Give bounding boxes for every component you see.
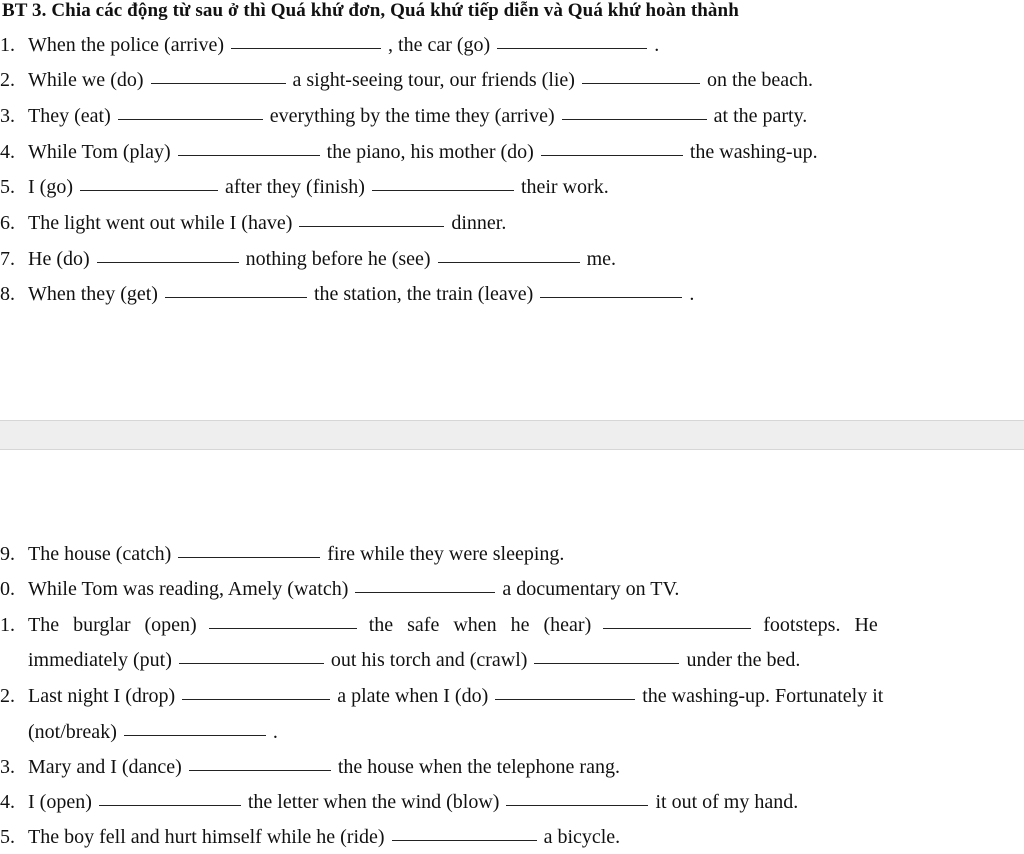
item-text: They (eat) [28, 105, 111, 127]
exercise-item-2 [0, 68, 813, 92]
exercise-item-12 [0, 684, 883, 708]
item-text: the piano, his mother (do) [326, 141, 534, 163]
item-number: 5. [0, 176, 15, 198]
exercise-item-12-continued [0, 720, 278, 744]
exercise-item-9 [0, 542, 564, 566]
item-number: 4. [0, 141, 15, 163]
item-text: . [272, 721, 278, 743]
item-text: it out of my hand. [655, 791, 799, 813]
item-text: immediately (put) [28, 649, 172, 671]
item-text: a plate when I (do) [337, 685, 489, 707]
item-text: a documentary on TV. [502, 578, 680, 600]
answer-blank[interactable] [497, 47, 647, 49]
item-number: 0. [0, 578, 15, 600]
item-text: the washing-up. Fortunately it [642, 685, 884, 707]
item-number: 1. [0, 34, 15, 56]
answer-blank[interactable] [231, 47, 381, 49]
answer-blank[interactable] [151, 82, 286, 84]
item-text: Mary and I (dance) [28, 756, 182, 778]
answer-blank[interactable] [392, 839, 537, 841]
item-text: me. [586, 248, 616, 270]
answer-blank[interactable] [582, 82, 700, 84]
answer-blank[interactable] [165, 296, 307, 298]
item-text: under the bed. [686, 649, 801, 671]
item-text: . [689, 283, 695, 305]
exercise-item-1 [0, 33, 659, 57]
item-text: the house when the telephone rang. [337, 756, 620, 778]
item-text: a bicycle. [543, 826, 621, 848]
item-number: 1. [0, 614, 15, 636]
page-separator [0, 420, 1024, 450]
exercise-item-6 [0, 211, 506, 235]
page-top [0, 0, 1024, 420]
exercise-item-10 [0, 577, 679, 601]
exercise-item-11-continued [0, 648, 800, 672]
answer-blank[interactable] [99, 804, 241, 806]
answer-blank[interactable] [97, 261, 239, 263]
item-text: Last night I (drop) [28, 685, 176, 707]
item-text: a sight-seeing tour, our friends (lie) [292, 69, 575, 91]
answer-blank[interactable] [540, 296, 682, 298]
item-text: I (go) [28, 176, 73, 198]
exercise-item-13 [0, 755, 620, 779]
answer-blank[interactable] [506, 804, 648, 806]
answer-blank[interactable] [189, 769, 331, 771]
item-number: 3. [0, 756, 15, 778]
exercise-item-4 [0, 140, 818, 164]
item-text: on the beach. [706, 69, 814, 91]
exercise-item-7 [0, 247, 616, 271]
answer-blank[interactable] [562, 118, 707, 120]
item-text: nothing before he (see) [245, 248, 431, 270]
item-number: 9. [0, 543, 15, 565]
item-number: 3. [0, 105, 15, 127]
item-text: . [654, 34, 660, 56]
item-text: He (do) [28, 248, 90, 270]
item-text: The boy fell and hurt himself while he (ride) [28, 826, 385, 848]
item-text: While we (do) [28, 69, 144, 91]
answer-blank[interactable] [534, 662, 679, 664]
answer-blank[interactable] [355, 591, 495, 593]
page-bottom [0, 450, 1024, 854]
item-text: their work. [520, 176, 609, 198]
answer-blank[interactable] [438, 261, 580, 263]
item-text: at the party. [713, 105, 808, 127]
item-text: fire while they were sleeping. [327, 543, 565, 565]
item-text: While Tom was reading, Amely (watch) [28, 578, 349, 600]
item-number: 4. [0, 791, 15, 813]
exercise-item-5 [0, 175, 609, 199]
item-number: 6. [0, 212, 15, 234]
item-text: The house (catch) [28, 543, 172, 565]
answer-blank[interactable] [182, 698, 330, 700]
answer-blank[interactable] [118, 118, 263, 120]
answer-blank[interactable] [124, 734, 266, 736]
item-text: , the car (go) [388, 34, 491, 56]
exercise-item-11 [0, 613, 878, 637]
exercise-item-8 [0, 282, 694, 306]
answer-blank[interactable] [541, 154, 683, 156]
item-text: The light went out while I (have) [28, 212, 293, 234]
item-number: 7. [0, 248, 15, 270]
item-number: 2. [0, 685, 15, 707]
item-number: 8. [0, 283, 15, 305]
item-text: the safe when he (hear) [368, 614, 592, 636]
exercise-item-15 [0, 825, 620, 849]
item-number: 5. [0, 826, 15, 848]
answer-blank[interactable] [299, 225, 444, 227]
item-text: the station, the train (leave) [313, 283, 534, 305]
item-text: after they (finish) [224, 176, 365, 198]
answer-blank[interactable] [178, 154, 320, 156]
item-number: 2. [0, 69, 15, 91]
answer-blank[interactable] [603, 627, 751, 629]
answer-blank[interactable] [495, 698, 635, 700]
answer-blank[interactable] [179, 662, 324, 664]
item-text: everything by the time they (arrive) [269, 105, 555, 127]
item-text: When they (get) [28, 283, 158, 305]
answer-blank[interactable] [209, 627, 357, 629]
item-text: (not/break) [28, 721, 117, 743]
answer-blank[interactable] [372, 189, 514, 191]
exercise-item-14 [0, 790, 798, 814]
exercise-title: BT 3. Chia các động từ sau ở thì Quá khứ đơn, Quá khứ tiếp diễn và Quá khứ hoàn thành [2, 0, 739, 21]
item-text: the washing-up. [689, 141, 818, 163]
item-text: footsteps. He [763, 614, 878, 636]
item-text: While Tom (play) [28, 141, 171, 163]
answer-blank[interactable] [80, 189, 218, 191]
item-text: the letter when the wind (blow) [247, 791, 500, 813]
item-text: I (open) [28, 791, 92, 813]
exercise-item-3 [0, 104, 807, 128]
item-text: When the police (arrive) [28, 34, 225, 56]
item-text: dinner. [451, 212, 507, 234]
answer-blank[interactable] [178, 556, 320, 558]
item-text: The burglar (open) [28, 614, 197, 636]
item-text: out his torch and (crawl) [330, 649, 528, 671]
